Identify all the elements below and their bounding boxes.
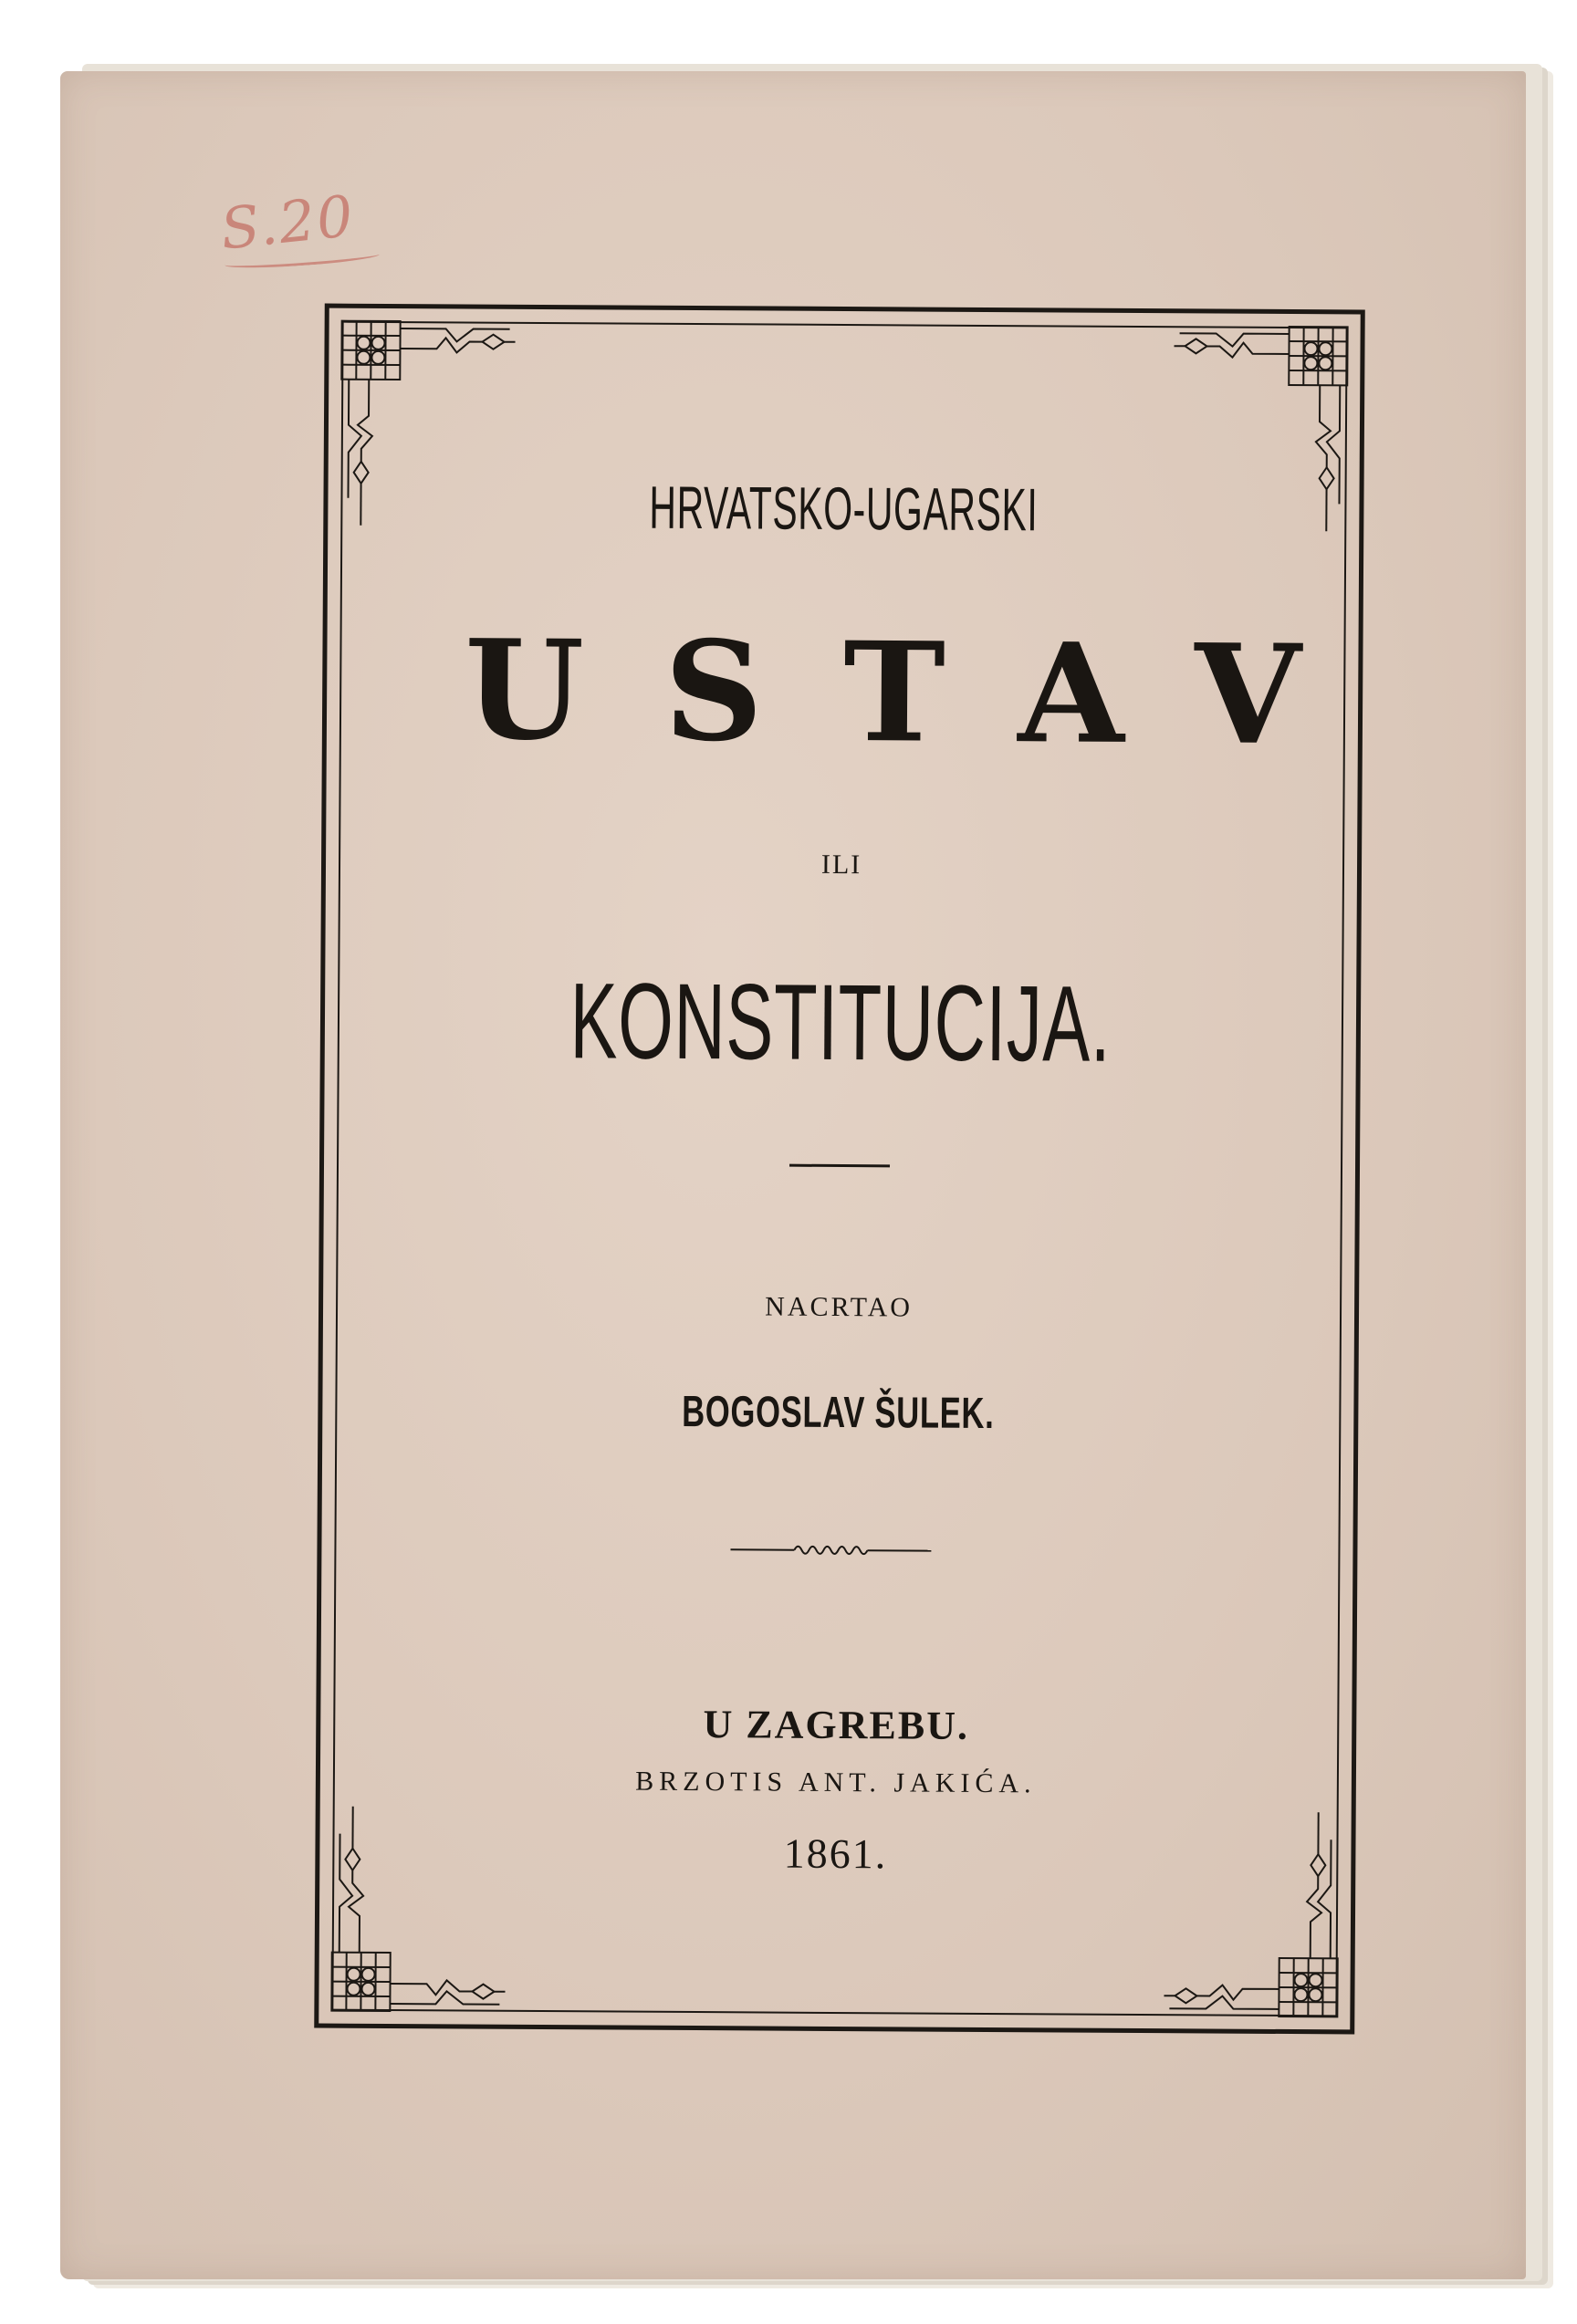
cover-main-title: USTAV bbox=[464, 610, 1382, 776]
wavy-divider-ornament bbox=[730, 1540, 931, 1559]
shelfmark-annotation: S.20 bbox=[217, 182, 358, 263]
cover-conjunction: ILI bbox=[820, 849, 862, 881]
cover-alternate-title: KONSTITUCIJA. bbox=[569, 961, 1112, 1085]
printer-name: BRZOTIS ANT. JAKIĆA. bbox=[635, 1766, 1037, 1799]
booklet-cover bbox=[60, 71, 1526, 2279]
publication-year: 1861. bbox=[783, 1829, 888, 1878]
corner-ornament-top-left bbox=[335, 316, 518, 536]
byline-label: NACRTAO bbox=[765, 1291, 914, 1323]
decorative-border bbox=[314, 304, 1382, 2035]
author-name: BOGOSLAV ŠULEK. bbox=[682, 1387, 995, 1439]
cover-subtitle: HRVATSKO-UGARSKI bbox=[649, 473, 1039, 544]
corner-ornament-top-right bbox=[1169, 320, 1352, 540]
inner-border bbox=[331, 321, 1347, 2017]
publication-place: U ZAGREBU. bbox=[703, 1702, 970, 1748]
